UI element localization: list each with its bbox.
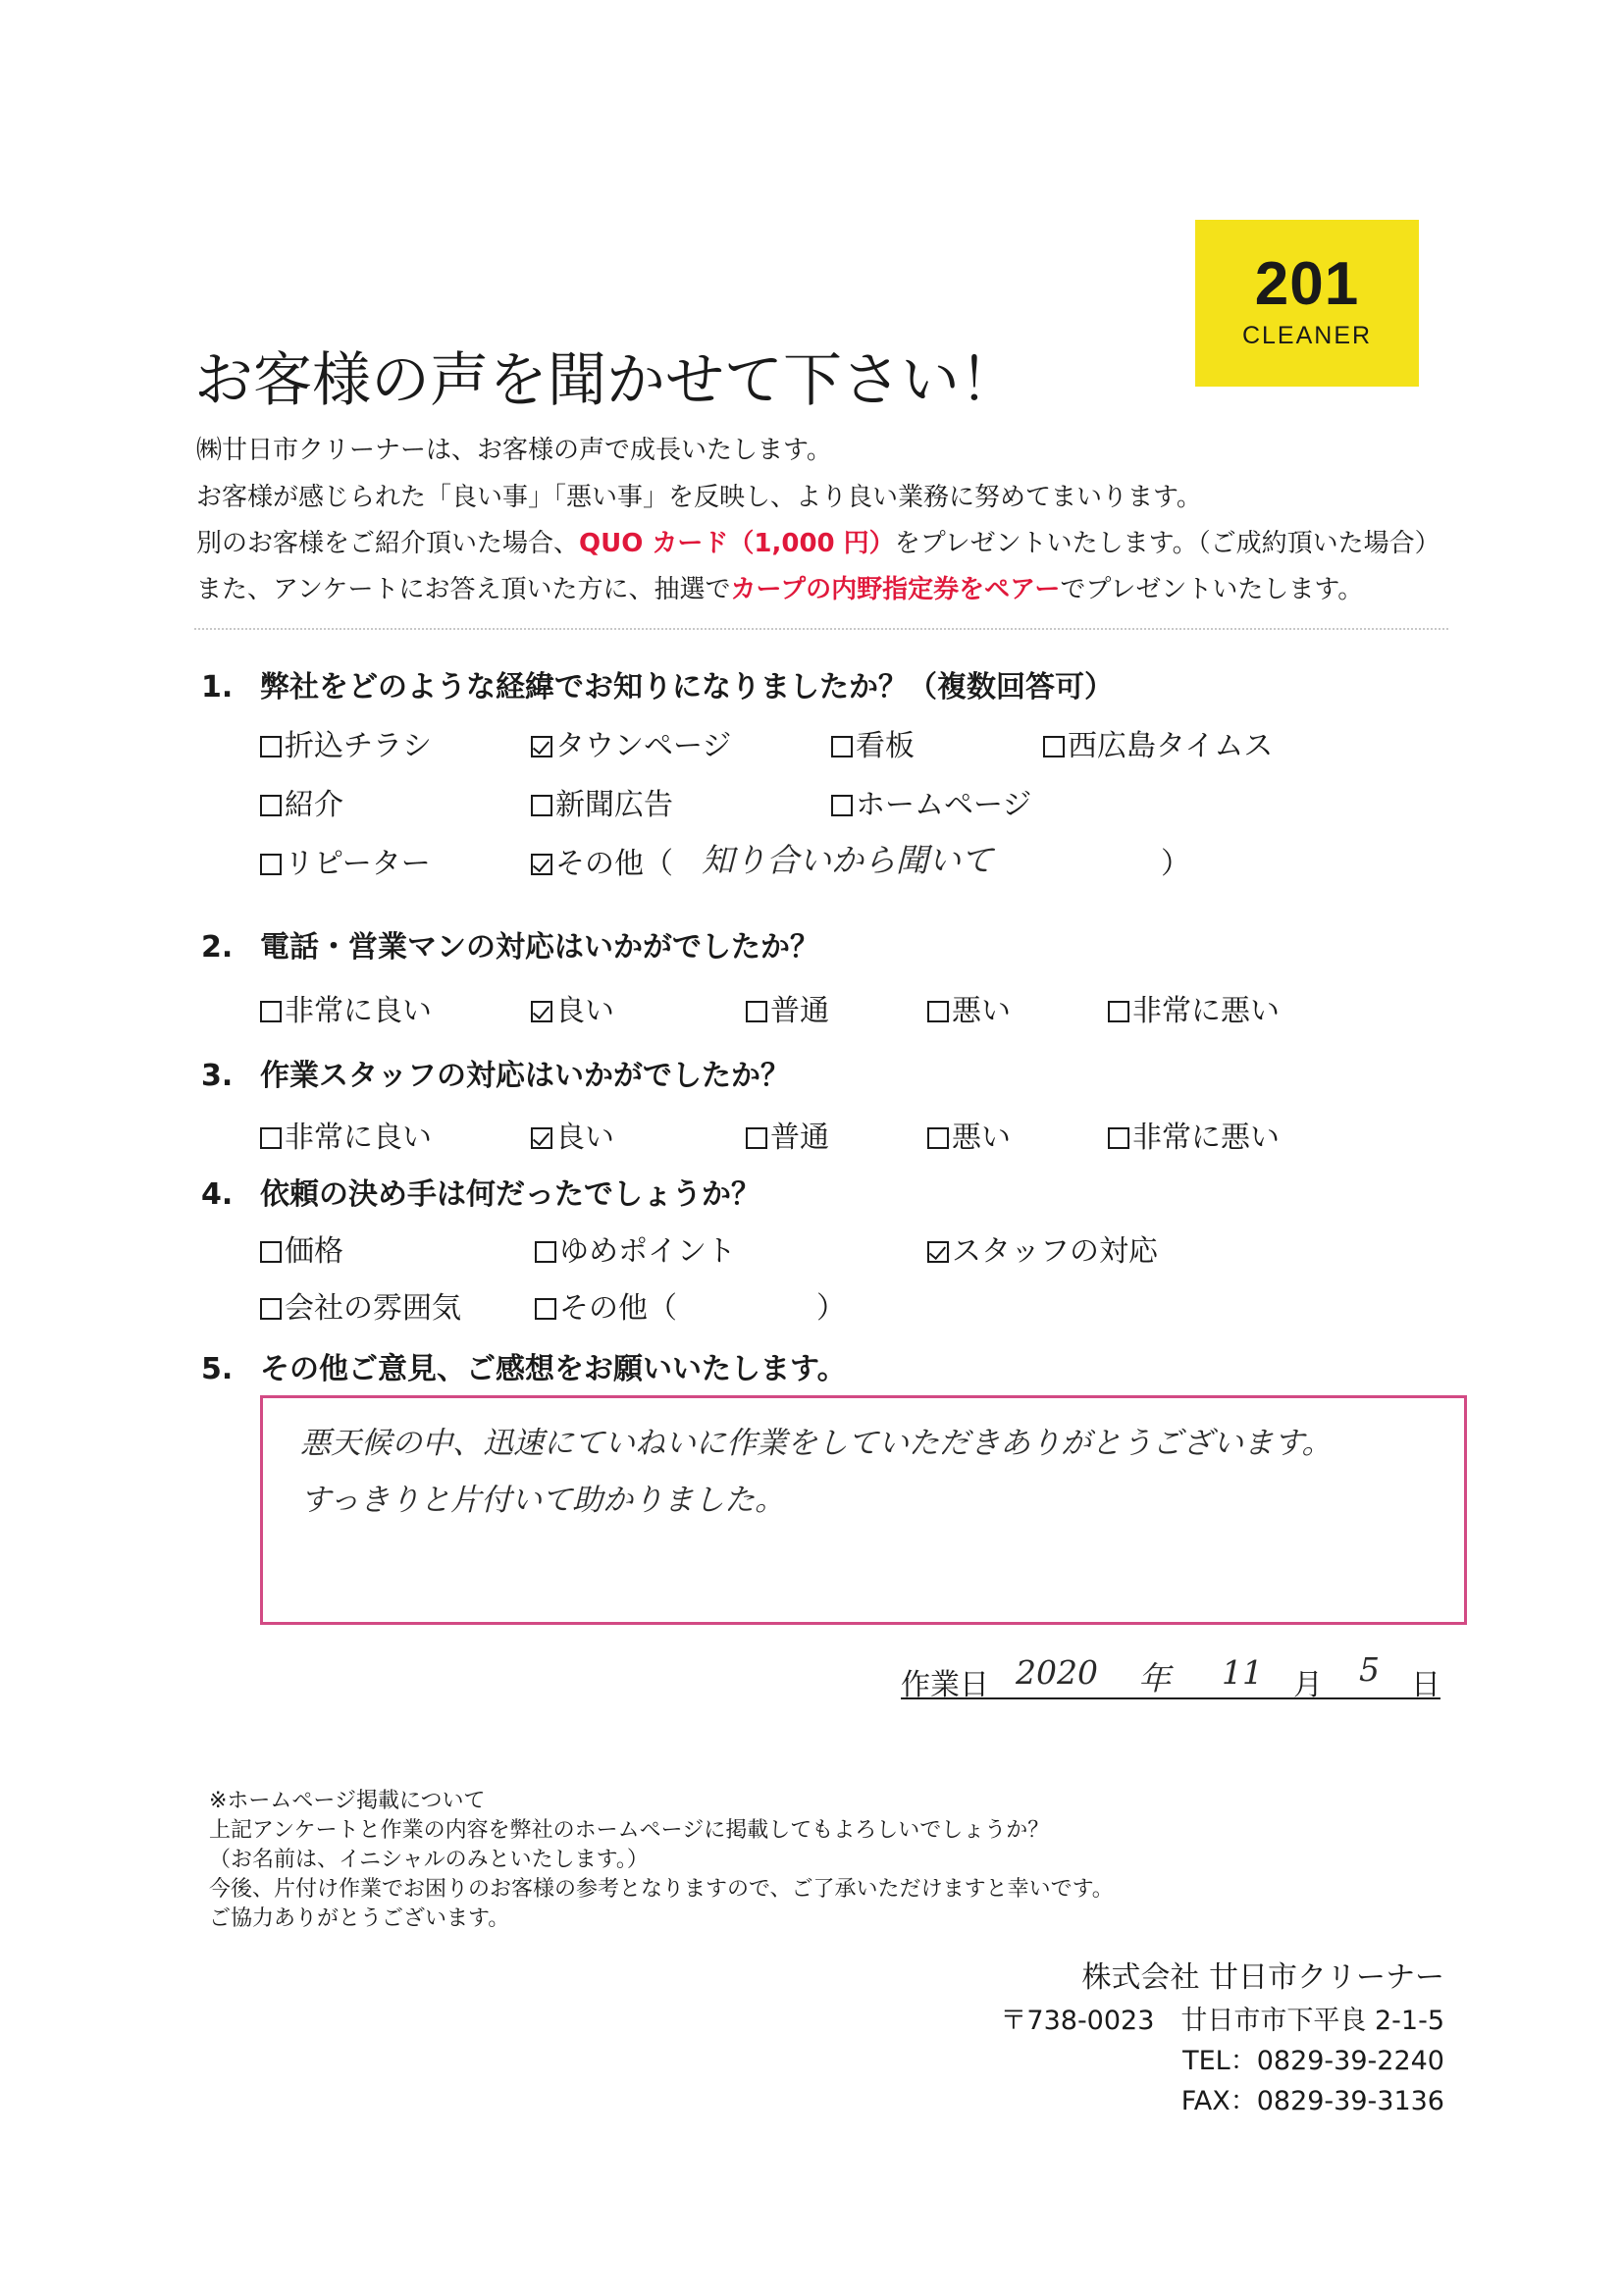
checkbox[interactable] bbox=[260, 1298, 282, 1320]
q4-option-price[interactable] bbox=[260, 1226, 343, 1270]
intro-line-4c: でプレゼントいたします。 bbox=[1060, 575, 1364, 604]
intro-line-1: ㈱廿日市クリーナーは、お客様の声で成長いたします。 bbox=[196, 436, 832, 465]
logo-number: 201 bbox=[1254, 250, 1360, 318]
option-label: 紹介 bbox=[285, 788, 343, 822]
comment-box[interactable] bbox=[260, 1395, 1467, 1625]
question-5-number: 5. bbox=[201, 1352, 234, 1386]
checkbox-checked[interactable] bbox=[531, 736, 552, 757]
option-label: 非常に悪い bbox=[1132, 1121, 1280, 1155]
comment-line-1: 悪天候の中、迅速にていねいに作業をしていただきありがとうございます。 bbox=[300, 1426, 1333, 1461]
notice-line-5: ご協力ありがとうございます。 bbox=[209, 1906, 510, 1931]
checkbox[interactable] bbox=[535, 1241, 556, 1263]
checkbox[interactable] bbox=[746, 1127, 767, 1149]
logo-text: CLEANER bbox=[1241, 322, 1373, 349]
checkbox[interactable] bbox=[260, 1001, 282, 1022]
option-label: 非常に良い bbox=[285, 1121, 432, 1155]
q4-other-close: ） bbox=[816, 1291, 846, 1326]
checkbox[interactable] bbox=[927, 1001, 949, 1022]
q1-option-shokai[interactable] bbox=[260, 780, 343, 823]
option-label: 非常に良い bbox=[285, 994, 432, 1028]
q1-option-townpage[interactable] bbox=[531, 721, 731, 764]
question-2 bbox=[201, 922, 819, 965]
checkbox[interactable] bbox=[831, 736, 853, 757]
carp-ticket-highlight: カープの内野指定券をペアー bbox=[730, 575, 1061, 604]
q3-option-bad[interactable] bbox=[927, 1113, 1011, 1156]
option-label: 価格 bbox=[285, 1234, 343, 1269]
checkbox[interactable] bbox=[927, 1127, 949, 1149]
q2-option-very-bad[interactable] bbox=[1108, 986, 1280, 1029]
q3-option-normal[interactable] bbox=[746, 1113, 829, 1156]
question-5-text: その他ご意見、ご感想をお願いいたします。 bbox=[260, 1352, 847, 1386]
page-title: お客様の声を聞かせて下さい！ bbox=[194, 346, 1019, 415]
option-label: 看板 bbox=[856, 729, 915, 763]
company-name: 株式会社 廿日市クリーナー bbox=[1081, 1960, 1444, 1995]
notice-line-2: 上記アンケートと作業の内容を弊社のホームページに掲載してもよろしいでしょうか？ bbox=[209, 1818, 1050, 1843]
option-label: その他（ bbox=[555, 847, 673, 881]
intro-line-3c: をプレゼントいたします。（ご成約頂いた場合） bbox=[894, 529, 1440, 558]
option-label: 西広島タイムス bbox=[1068, 729, 1274, 763]
question-4-number: 4. bbox=[201, 1177, 234, 1212]
option-label: 普通 bbox=[770, 1121, 829, 1155]
checkbox[interactable] bbox=[260, 854, 282, 875]
intro-line-2: お客様が感じられた「良い事」「悪い事」を反映し、より良い業務に努めてまいります。 bbox=[196, 483, 1202, 512]
question-1-text: 弊社をどのような経緯でお知りになりましたか？（複数回答可） bbox=[260, 670, 1114, 704]
q1-option-repeater[interactable] bbox=[260, 839, 431, 882]
checkbox[interactable] bbox=[260, 1241, 282, 1263]
checkbox-checked[interactable] bbox=[927, 1241, 949, 1263]
option-label: ゆめポイント bbox=[559, 1234, 736, 1269]
q1-option-newspaper[interactable] bbox=[531, 780, 673, 823]
q2-option-very-good[interactable] bbox=[260, 986, 432, 1029]
q1-other-handwritten: 知り合いから聞いて bbox=[702, 841, 993, 879]
notice-line-4: 今後、片付け作業でお困りのお客様の参考となりますので、ご了承いただけますと幸いです。 bbox=[209, 1877, 1114, 1902]
intro-line-3 bbox=[196, 523, 1440, 559]
q3-option-very-bad[interactable] bbox=[1108, 1113, 1280, 1156]
intro-line-3a: 別のお客様をご紹介頂いた場合、 bbox=[196, 529, 580, 558]
checkbox[interactable] bbox=[831, 795, 853, 816]
work-date-year: 2020 bbox=[1016, 1653, 1098, 1692]
option-label: 非常に悪い bbox=[1132, 994, 1280, 1028]
option-label: 悪い bbox=[952, 994, 1011, 1028]
option-label: 会社の雰囲気 bbox=[285, 1291, 461, 1326]
option-label: スタッフの対応 bbox=[952, 1234, 1158, 1269]
work-date-label: 作業日 bbox=[901, 1668, 989, 1702]
question-2-number: 2. bbox=[201, 930, 234, 965]
q1-other-close: ） bbox=[1161, 847, 1190, 881]
question-3-number: 3. bbox=[201, 1059, 234, 1093]
notice-line-1: ※ホームページ掲載について bbox=[209, 1789, 486, 1813]
option-label: 悪い bbox=[952, 1121, 1011, 1155]
work-date-month-unit: 月 bbox=[1293, 1668, 1323, 1702]
option-label: 普通 bbox=[770, 994, 829, 1028]
q3-option-good[interactable] bbox=[531, 1113, 614, 1156]
checkbox[interactable] bbox=[260, 795, 282, 816]
question-5 bbox=[201, 1344, 847, 1387]
notice-line-3: （お名前は、イニシャルのみといたします。） bbox=[209, 1848, 649, 1872]
option-label: ホームページ bbox=[856, 788, 1032, 822]
checkbox[interactable] bbox=[1108, 1127, 1129, 1149]
q1-option-times[interactable] bbox=[1043, 721, 1273, 764]
work-date-month: 11 bbox=[1222, 1653, 1263, 1692]
q2-option-normal[interactable] bbox=[746, 986, 829, 1029]
work-date-day-unit: 日 bbox=[1411, 1668, 1440, 1702]
checkbox[interactable] bbox=[1108, 1001, 1129, 1022]
question-1 bbox=[201, 662, 1114, 705]
option-label: 折込チラシ bbox=[285, 729, 432, 763]
q4-option-staff[interactable] bbox=[927, 1226, 1158, 1270]
company-tel: TEL：0829-39-2240 bbox=[1182, 2046, 1444, 2076]
option-label: 新聞広告 bbox=[555, 788, 673, 822]
option-label: リピーター bbox=[285, 847, 431, 881]
q4-option-other[interactable] bbox=[535, 1283, 677, 1327]
question-2-text: 電話・営業マンの対応はいかがでしたか？ bbox=[260, 930, 819, 965]
q2-option-good[interactable] bbox=[531, 986, 614, 1029]
question-1-number: 1. bbox=[201, 670, 234, 704]
work-date-day: 5 bbox=[1359, 1650, 1380, 1689]
q4-option-yume-point[interactable] bbox=[535, 1226, 736, 1270]
company-fax: FAX：0829-39-3136 bbox=[1180, 2086, 1444, 2116]
option-label: 良い bbox=[555, 1121, 614, 1155]
question-3 bbox=[201, 1051, 790, 1094]
checkbox-checked[interactable] bbox=[531, 854, 552, 875]
checkbox[interactable] bbox=[746, 1001, 767, 1022]
option-label: その他（ bbox=[559, 1291, 677, 1326]
q2-option-bad[interactable] bbox=[927, 986, 1011, 1029]
quo-card-highlight: QUO カード（1,000 円） bbox=[579, 529, 895, 558]
work-date-year-unit: 年 bbox=[1138, 1659, 1171, 1697]
q1-option-kanban[interactable] bbox=[831, 721, 915, 764]
checkbox-checked[interactable] bbox=[531, 1001, 552, 1022]
checkbox[interactable] bbox=[260, 1127, 282, 1149]
q1-option-other[interactable] bbox=[531, 839, 673, 882]
checkbox[interactable] bbox=[535, 1298, 556, 1320]
q4-option-atmosphere[interactable] bbox=[260, 1283, 461, 1327]
company-address: 〒738-0023 廿日市市下平良 2-1-5 bbox=[1000, 2006, 1444, 2036]
divider bbox=[194, 628, 1448, 630]
question-4 bbox=[201, 1170, 760, 1213]
question-3-text: 作業スタッフの対応はいかがでしたか？ bbox=[260, 1059, 790, 1093]
q1-option-chirashi[interactable] bbox=[260, 721, 432, 764]
option-label: タウンページ bbox=[555, 729, 732, 763]
comment-line-2: すっきりと片付いて助かりました。 bbox=[300, 1483, 786, 1518]
q1-option-homepage[interactable] bbox=[831, 780, 1031, 823]
option-label: 良い bbox=[555, 994, 614, 1028]
checkbox-checked[interactable] bbox=[531, 1127, 552, 1149]
q3-option-very-good[interactable] bbox=[260, 1113, 432, 1156]
intro-line-4a: また、アンケートにお答え頂いた方に、抽選で bbox=[196, 575, 731, 604]
checkbox[interactable] bbox=[260, 736, 282, 757]
company-logo bbox=[1195, 220, 1419, 387]
intro-line-4 bbox=[196, 569, 1363, 605]
question-4-text: 依頼の決め手は何だったでしょうか？ bbox=[260, 1177, 760, 1212]
checkbox[interactable] bbox=[531, 795, 552, 816]
checkbox[interactable] bbox=[1043, 736, 1065, 757]
